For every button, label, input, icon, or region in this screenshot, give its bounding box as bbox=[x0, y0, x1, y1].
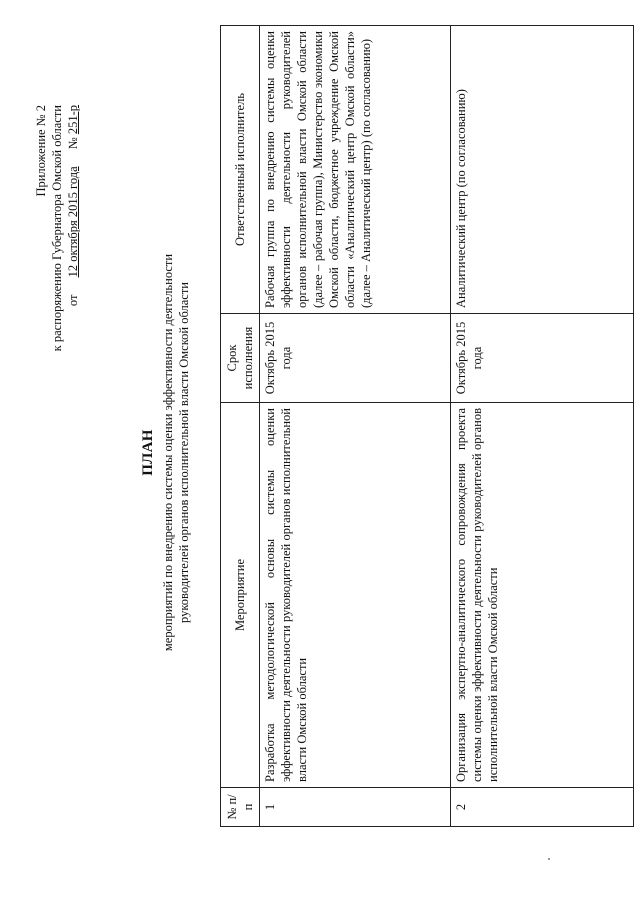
row-activity: Разработка методологической основы системы оценки эффективности деятельности руководителей органов исполнительной власти Омской области bbox=[260, 403, 451, 788]
document-subtitle bbox=[160, 0, 192, 905]
row-activity: Организация экспертно-аналитического сопровождения проекта системы оценки эффективности деятельности руководителей органов исполнительной власти Омской области bbox=[451, 403, 634, 788]
document-title: ПЛАН bbox=[140, 429, 156, 476]
appendix-title: Приложение № 2 bbox=[34, 105, 48, 197]
number-prefix: № bbox=[66, 137, 80, 150]
row-responsible: Аналитический центр (по согласованию) bbox=[451, 26, 634, 314]
appendix-block bbox=[33, 105, 81, 405]
row-term: Октябрь 2015 года bbox=[260, 314, 451, 403]
order-number: 251-р bbox=[66, 105, 80, 135]
date-prefix: от bbox=[66, 294, 80, 307]
row-num: 1 bbox=[260, 788, 451, 827]
appendix-order-line: к распоряжению Губернатора Омской области bbox=[50, 105, 64, 352]
plan-table bbox=[220, 25, 634, 827]
header-responsible: Ответственный исполнитель bbox=[221, 26, 260, 314]
order-date: 12 октября 2015 года bbox=[66, 166, 80, 278]
table-header-row bbox=[221, 26, 260, 827]
subtitle-line-2: руководителей органов исполнительной власти Омской области bbox=[177, 282, 191, 623]
appendix-date-line bbox=[65, 105, 81, 405]
row-responsible: Рабочая группа по внедрению системы оценки эффективности деятельности руководителей органов исполнительной власти Омской области (далее – рабочая группа), Министерство экономики Омской области, бюджетное учреждение Омской области «Аналитический центр Омской области» (далее – Аналитический центр) (по согласованию) bbox=[260, 26, 451, 314]
table-row bbox=[260, 26, 451, 827]
subtitle-line-1: мероприятий по внедрению системы оценки эффективности деятельности bbox=[161, 253, 175, 652]
row-num: 2 bbox=[451, 788, 634, 827]
header-num: № п/п bbox=[221, 788, 260, 827]
table-row bbox=[451, 26, 634, 827]
header-term: Срок исполнения bbox=[221, 314, 260, 403]
header-activity: Мероприятие bbox=[221, 403, 260, 788]
row-term: Октябрь 2015 года bbox=[451, 314, 634, 403]
